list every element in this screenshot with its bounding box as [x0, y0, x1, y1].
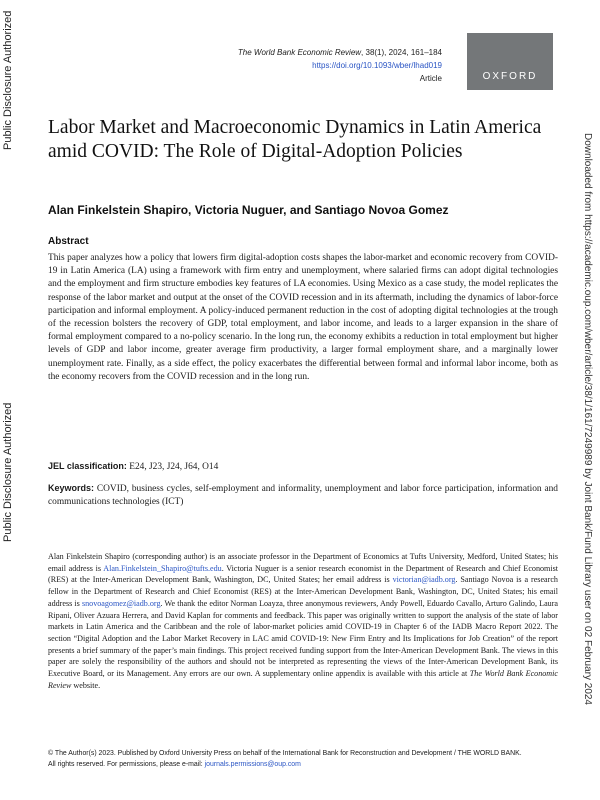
copyright-notice — [48, 748, 568, 770]
footnote-part: Alan Finkelstein Shapiro (corresponding author) is an associate professor in the Department of Economics at Tufts University, Medford, United States; his email address is — [48, 552, 558, 573]
permissions-text: All rights reserved. For permissions, please e-mail: — [48, 761, 205, 768]
footnote-part: . Santiago Novoa is a research fellow in the Department of Research and Chief Economist (RES) at the Inter-American Development Bank, Washington, DC, United States; his email address is — [48, 575, 558, 608]
paper-title: Labor Market and Macroeconomic Dynamics in Latin America amid COVID: The Role of Digital-Adoption Policies — [48, 117, 542, 162]
author-list: Alan Finkelstein Shapiro, Victoria Nuguer, and Santiago Novoa Gomez — [48, 203, 449, 217]
jel-classification — [48, 461, 558, 472]
doi-link[interactable]: https://doi.org/10.1093/wber/lhad019 — [312, 61, 442, 70]
keywords-label: Keywords: — [48, 483, 95, 493]
abstract-text: This paper analyzes how a policy that lowers firm digital-adoption costs shapes the labor-market and economic recovery from COVID-19 in Latin America (LA) using a framework with firm entry and unemployment, where salaried firms can adopt digital technologies and the employment and firm structure embodies key features of LA economies. Using Mexico as a case study, the model replicates the response of the labor market and output at the onset of the COVID recession and in its aftermath, including the dynamics of labor-force participation and informal employment. A policy-induced permanent reduction in the cost of adopting digital technologies at the trough of the recession bolsters the recovery of GDP, total employment, and labor income, and leads to a larger expansion in the share of formal employment compared to a no-policy scenario. In the long run, the economy exhibits a reduction in total employment but higher levels of GDP and labor income, greater average firm productivity, a larger formal employment share, and a marginally lower unemployment rate. Finally, as a side effect, the policy exacerbates the differential between formal and informal labor income, both as the economy recovers from the COVID recession and in the long run. — [48, 253, 558, 382]
footnote-part: website. — [71, 680, 101, 690]
download-notice: Downloaded from https://academic.oup.com/wber/article/38/1/161/7249989 by Joint Bank/Fund Library user on 02 February 2024 — [582, 133, 593, 705]
email-link-finkelstein[interactable]: Alan.Finkelstein_Shapiro@tufts.edu — [103, 563, 222, 573]
footnote-part: . Victoria Nuguer is a senior research economist in the Department of Research and Chief Economist (RES) at the Inter-American Development Bank, Washington, DC, United States; her email address is — [48, 563, 559, 585]
journal-citation — [238, 46, 442, 59]
copyright-line: © The Author(s) 2023. Published by Oxford University Press on behalf of the International Bank for Reconstruction and Development / THE WORLD BANK. — [48, 750, 522, 757]
keywords-text: COVID, business cycles, self-employment and informality, unemployment and labor force participation, information and communications technologies (ICT) — [48, 484, 558, 508]
email-link-nuguer[interactable]: victorian@iadb.org — [392, 575, 456, 585]
journal-header — [238, 46, 442, 85]
journal-volume: , 38(1), 2024, 161–184 — [361, 48, 442, 57]
journal-name: The World Bank Economic Review — [237, 48, 362, 57]
jel-label: JEL classification: — [48, 461, 127, 471]
public-disclosure-stamp-top: Public Disclosure Authorized — [2, 10, 14, 150]
abstract-heading: Abstract — [48, 236, 89, 247]
oxford-logo: OXFORD — [467, 33, 553, 90]
email-link-novoa[interactable]: snovoagomez@iadb.org — [81, 598, 161, 608]
journal-reference: The World Bank Economic Review — [48, 669, 558, 690]
permissions-line — [48, 759, 568, 770]
public-disclosure-stamp-bottom: Public Disclosure Authorized — [2, 402, 14, 542]
permissions-email-link[interactable]: journals.permissions@oup.com — [204, 761, 301, 768]
keywords — [48, 482, 558, 509]
footnote-part: . We thank the editor Norman Loayza, three anonymous reviewers, Andy Powell, Eduardo Cavallo, Arturo Galindo, Laura Ripani, Oliver Azuara Herrera, and David Kaplan for comments and feedback. This paper was originally written to support the analysis of the state of labor markets in Latin America and the Caribbean and the role of labor-market policies amid COVID-19 in Chapter 6 of the IADB Macro Report 2022. The section “Digital Adoption and the Labor Market Recovery in LAC amid COVID-19: New Firm Entry and Its Implications for Job Creation” of the report presents a brief summary of the paper’s main findings. This project received funding support from the Inter-American Development Bank. The views in this paper are solely the responsibility of the authors and should not be interpreted as representing the views of the Inter-American Development Bank, its Executive Board, or its Management. Any errors are our own. A supplementary online appendix is available with this article at — [48, 598, 559, 679]
article-type: Article — [419, 74, 442, 83]
author-footnote — [48, 551, 558, 691]
jel-codes: E24, J23, J24, J64, O14 — [126, 462, 219, 472]
